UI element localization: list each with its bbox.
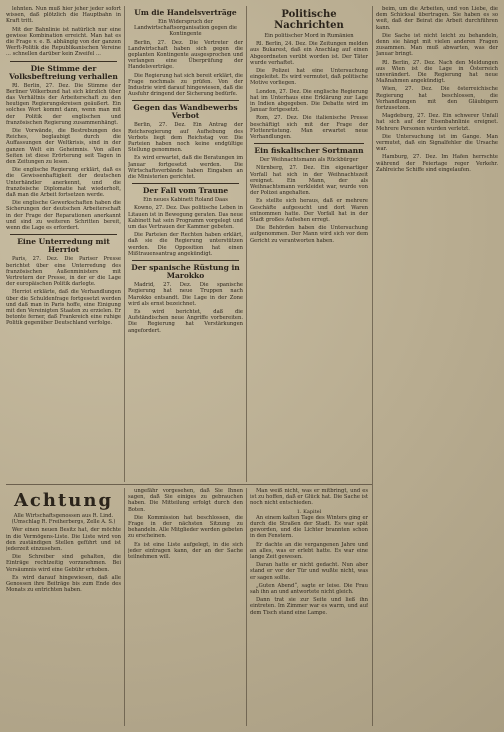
notice-headline: Achtung <box>13 490 114 511</box>
column-rule <box>246 6 247 482</box>
article-paragraph: Kowno, 27. Dez. Das politische Leben in Litauen ist in Bewegung geraten. Das neue Kabinett hat sein Programm vorgelegt und um das Vertrauen der Kammer gebeten. <box>128 205 243 231</box>
article-paragraph: Die Untersuchung ist im Gange. Man vermutet, daß ein Signalfehler die Ursache war. <box>376 133 498 153</box>
bottom-column-c <box>250 488 368 726</box>
article-paragraph: Magdeburg, 27. Dez. Ein schwerer Unfall hat sich auf der Eisenbahnlinie ereignet. Mehrere Personen wurden verletzt. <box>376 113 498 132</box>
bottom-column-b <box>128 488 243 726</box>
article-subheadline: Ein politischer Mord in Rumänien <box>264 33 354 39</box>
divider <box>10 61 117 62</box>
article-headline: Der Fall vom Traune <box>142 186 229 196</box>
top-story-text: Mit der Bahnlinie ist natürlich nur eine gewisse Kombination erreicht. Man hat es die Frage v. e. B. abhängig von der ganzen Werft-Politik die Republikanischen Vereine ... schnellen darüber kein Zweifel ... <box>6 26 121 58</box>
column-rule <box>124 488 125 726</box>
article-paragraph: Man weiß nicht, was er mitbringt, und es ist zu hoffen, daß er Glück hat. Die Sache ist noch nicht entschieden. <box>250 488 368 507</box>
article-paragraph: Die Polizei hat eine Untersuchung eingeleitet. Es wird vermutet, daß politische Motive vorliegen. <box>250 68 368 87</box>
article-paragraph: Die Regierung hat sich bereit erklärt, die Frage nochmals zu prüfen. Von der Industrie wird darauf hingewiesen, daß die Ausfuhr dringend der Sicherung bedürfe. <box>128 72 243 98</box>
article-paragraph: beim, um die Arbeiten, und von Liebe, die dem Schicksal übertragen. Sie haben es so weit, daß der Beirat die Arbeit durchführen kann. <box>376 6 498 31</box>
section-rule <box>6 484 372 485</box>
article-paragraph: Es wird erwartet, daß die Beratungen im Januar fortgesetzt werden. Die Wirtschaftsverbände haben Eingaben an die Ministerien gerichtet. <box>128 155 243 181</box>
article-paragraph: „Guten Abend“, sagte er leise. Die Frau sah ihn an und antwortete nicht gleich. <box>250 582 368 596</box>
divider <box>132 100 239 101</box>
article-paragraph: Paris, 27. Dez. Die Pariser Presse berichtet über eine Unterredung des französischen Außenministers mit Vertretern der Presse, in der er die Lage der europäischen Politik darlegte. <box>6 256 121 288</box>
article-paragraph: Daran hatte er nicht gedacht. Nun aber stand er vor der Tür und wußte nicht, was er sagen sollte. <box>250 562 368 581</box>
article-paragraph: Die Kommission hat beschlossen, die Frage in der nächsten Sitzung zu behandeln. Alle Mitglieder werden gebeten zu erscheinen. <box>128 514 243 540</box>
article-paragraph: Es ist eine Liste aufgelegt, in die sich jeder eintragen kann, der an der Sache teilnehmen will. <box>128 541 243 561</box>
article-paragraph: Es stellte sich heraus, daß er mehrere Geschäfte aufgesucht und dort Waren entnommen hatte. Der Vorfall hat in der Stadt großes Aufsehen erregt. <box>250 198 368 224</box>
article-paragraph: Rom, 27. Dez. Die italienische Presse beschäftigt sich mit der Frage der Flottenrüstung. Man erwartet neue Verhandlungen. <box>250 115 368 141</box>
article-paragraph: Nürnberg, 27. Dez. Ein eigenartiger Vorfall hat sich in der Weihnachtszeit ereignet. Ein Mann, der als Weihnachtsmann verkleidet war, wurde von der Polizei angehalten. <box>250 165 368 197</box>
article-paragraph: Die englische Gewerkschaften haben die Sicherungen der deutschen Arbeiterschaft in der Frage der Reparationen anerkannt und sind zu weiteren Schritten bereit, wenn die Lage es erfordert. <box>6 200 121 232</box>
article-subheadline: Ein neues Kabinett Roland Daas <box>143 197 228 204</box>
article-paragraph: Die Parteien der Rechten haben erklärt, daß sie die Regierung unterstützen werden. Die Opposition hat einen Mißtrauensantrag angekündigt. <box>128 232 243 257</box>
article-paragraph: Die Sache ist nicht leicht zu behandeln, denn sie hängt mit vielen anderen Fragen zusammen. Man muß abwarten, was der Januar bringt. <box>376 32 498 58</box>
article-paragraph: ungefähr vorgesehen, daß Sie Ihnen sagen, daß Sie einiges zu gebrauchen haben. Die Mitteilung erfolgt durch den Boten. <box>128 488 243 513</box>
article-paragraph: Berlin, 27. Dez. Die Vertreter der Landwirtschaft haben sich gegen die geplanten Kontingente ausgesprochen und verlangen eine Überprüfung der Handelsverträge. <box>128 39 243 71</box>
bottom-column-a <box>6 488 121 726</box>
column-1 <box>6 6 121 482</box>
column-rule <box>124 6 125 482</box>
article-headline: Ein fiskalischer Sortmann <box>254 146 364 156</box>
divider <box>132 183 239 184</box>
article-paragraph: Die Schreiber sind gehalten, die Einträge rechtzeitig vorzunehmen. Bei Versäumnis wird eine Gebühr erhoben. <box>6 554 121 573</box>
column-3 <box>250 6 368 482</box>
article-paragraph: Wer einen neuen Besitz hat, der möchte in die Vermögens-Liste. Die Liste wird von den zuständigen Stellen geführt und ist jederzeit einzusehen. <box>6 527 121 553</box>
divider <box>132 260 239 261</box>
article-paragraph: Es wird darauf hingewiesen, daß alle Genossen ihre Beiträge bis zum Ende des Monats zu entrichten haben. <box>6 574 121 594</box>
article-paragraph: Er dachte an die vergangenen Jahre und an alles, was er erlebt hatte. Es war eine lange Zeit gewesen. <box>250 541 368 561</box>
article-paragraph: Die Behörden haben die Untersuchung aufgenommen. Der Mann wird sich vor dem Gericht zu verantworten haben. <box>250 225 368 244</box>
article-paragraph: Rl. Berlin, 27. Dez. Die Stimme der Berliner Völkerbund hat sich kürzlich über das Verhältnis der Arbeiterschaft zu den heutigen Regierungskreisen geäußert. Ein solches Wort kommt dann, wenn man mit der Politik der englischen und französischen Regierung zusammenhängt. <box>6 82 121 126</box>
article-headline: Gegen das Wandbewerbs Verbot <box>133 103 238 121</box>
column-rule <box>246 488 247 726</box>
article-paragraph: Herriot erklärte, daß die Verhandlungen über die Schuldenfrage fortgesetzt werden und daß man in Paris hoffe, eine Einigung mit den Vereinigten Staaten zu erzielen. Er betonte ferner, daß Frankreich eine ruhige Politik gegenüber Deutschland verfolge. <box>6 289 121 327</box>
article-paragraph: Rl. Berlin, 27. Dez. Nach den Meldungen aus Wien ist die Lage in Österreich unverändert. Die Regierung hat neue Maßnahmen angekündigt. <box>376 59 498 85</box>
article-headline: Die Stimme der Volksbeftreiung verhallen <box>9 63 118 81</box>
article-paragraph: Es wird berichtet, daß die Aufständischen neue Angriffe vorbereiten. Die Regierung hat Verstärkungen angefordert. <box>128 308 243 334</box>
column-4 <box>376 6 498 726</box>
article-subheadline: Der Weihnachtsmann als Rückbürger <box>259 157 359 164</box>
article-headline: Um die Handelsverträge <box>134 8 237 17</box>
notice-subheadline: Alle Wirtschaftsgenossen aus R. Lind. (Umschlag R. Freiherbergs, Zelle A. S.) <box>11 513 116 526</box>
chapter-heading: 1. Kapitel <box>296 508 322 515</box>
divider <box>254 143 364 144</box>
article-paragraph: An einem kalten Tage des Winters ging er durch die Straßen der Stadt. Es war spät geworden, und die Lichter brannten schon in den Fenstern. <box>250 514 368 540</box>
article-paragraph: Die englische Regierung erklärt, daß es die Gewissenhaftigkeit der deutschen Unterhändler anerkennt, und die französische Diplomatie hat wiederholt, daß man die Arbeit fortsetzen werde. <box>6 167 121 199</box>
article-paragraph: Madrid, 27. Dez. Die spanische Regierung hat neue Truppen nach Marokko entsandt. Die Lage in der Zone wird als ernst bezeichnet. <box>128 282 243 307</box>
article-paragraph: Rl. Berlin, 24. Dez. Die Zeitungen melden aus Bukarest, daß ein Anschlag auf einen Abgeordneten verübt worden ist. Der Täter wurde verhaftet. <box>250 41 368 66</box>
article-paragraph: Hamburg, 27. Dez. Im Hafen herrschte während der Feiertage reger Verkehr. Zahlreiche Schiffe sind eingelaufen. <box>376 154 498 173</box>
article-headline: Eine Unterredung mit Herriot <box>17 237 110 255</box>
column-2 <box>128 6 243 482</box>
article-paragraph: Dann trat sie zur Seite und ließ ihn eintreten. Im Zimmer war es warm, und auf dem Tisch stand eine Lampe. <box>250 597 368 616</box>
article-paragraph: Berlin, 27. Dez. Ein Antrag der Reichsregierung auf Aufhebung des Verbots liegt dem Reichstag vor. Die Parteien haben noch keine endgültige Stellung genommen. <box>128 122 243 154</box>
divider <box>10 234 117 235</box>
column-rule <box>372 6 373 726</box>
article-headline: Der spanische Rüstung in Marokko <box>131 263 240 281</box>
article-paragraph: Die Vorwände, die Bestrebungen des Reiches, beglaubigt durch die Auffassungen der Weltkrisis, sind in der ganzen Welt ein Geheimnis. Von allen Seiten ist diese Erörterung seit Tagen in den Zeitungen zu lesen. <box>6 128 121 166</box>
section-headline: Politische Nachrichten <box>274 9 344 31</box>
article-subheadline: Ein Widerspruch der Landwirtschaftsorganisation gegen die Kontingente <box>134 19 237 38</box>
top-story-text: lehnten. Nun muß hier jeher jeder sofort wissen, daß plötzlich die Hauptbahn in Kraft tritt. <box>6 6 121 25</box>
article-paragraph: Wien, 27. Dez. Die österreichische Regierung hat beschlossen, die Verhandlungen mit den Gläubigern fortzusetzen. <box>376 86 498 112</box>
article-paragraph: London, 27. Dez. Die englische Regierung hat im Unterhaus eine Erklärung zur Lage in Indien abgegeben. Die Debatte wird im Januar fortgesetzt. <box>250 88 368 114</box>
